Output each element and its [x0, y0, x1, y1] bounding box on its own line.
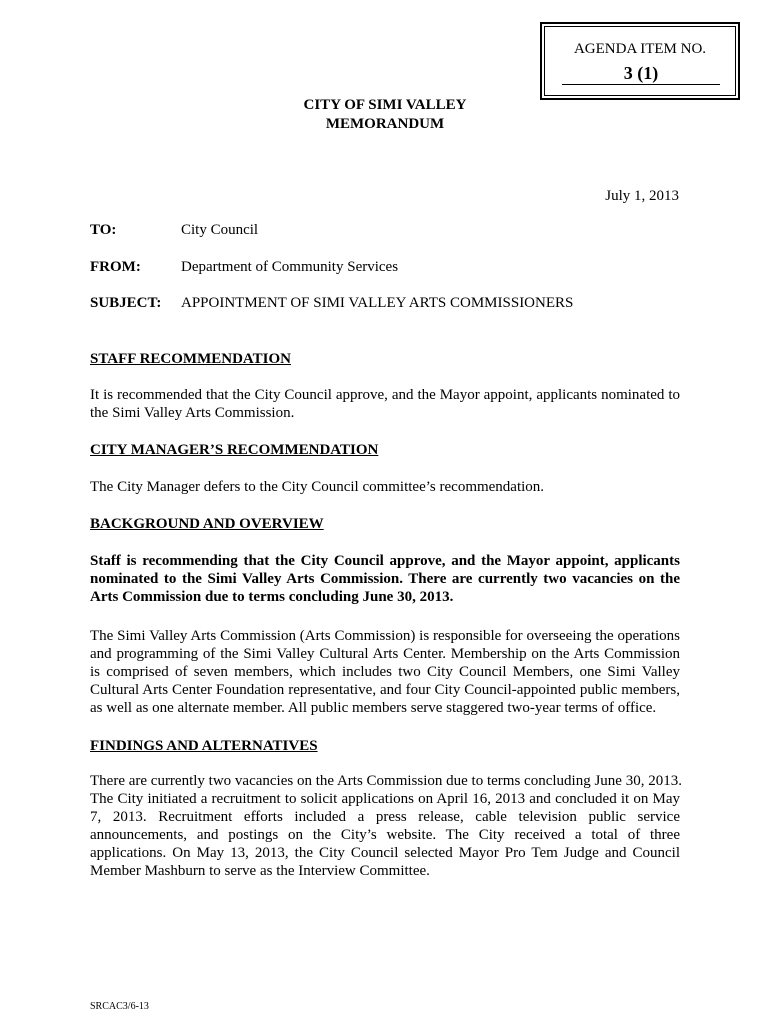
staff-recommendation-paragraph [90, 386, 680, 422]
memo-date: July 1, 2013 [605, 188, 679, 204]
document-code-footer: SRCAC3/6-13 [90, 1001, 149, 1012]
paragraph-line: There are currently two vacancies on the Arts Commission due to terms concluding June 30, 2013. [90, 773, 682, 789]
background-detail-paragraph [90, 627, 680, 717]
agenda-item-number: 3 (1) [562, 64, 720, 85]
city-manager-recommendation-paragraph [90, 478, 680, 496]
findings-paragraph [90, 772, 680, 880]
subject-value: APPOINTMENT OF SIMI VALLEY ARTS COMMISSIONERS [181, 295, 574, 311]
paragraph-line: Staff is recommending that the City Council approve, and the Mayor appoint, applicants [90, 553, 680, 569]
paragraph-line: Member Mashburn to serve as the Interview Committee. [90, 863, 430, 879]
paragraph-line: The City Manager defers to the City Council committee’s recommendation. [90, 479, 545, 495]
paragraph-line: 7, 2013. Recruitment efforts included a press release, cable television public service [90, 809, 680, 825]
agenda-item-label: AGENDA ITEM NO. [573, 41, 707, 57]
paragraph-line: announcements, and postings on the City’s website. The City received a total of three [90, 827, 680, 843]
paragraph-line: Cultural Arts Center Foundation representative, and four City Council-appointed public members, [90, 682, 680, 698]
city-manager-recommendation-heading: CITY MANAGER’S RECOMMENDATION [90, 442, 379, 458]
paragraph-line: applications. On May 13, 2013, the City Council selected Mayor Pro Tem Judge and Council [90, 845, 680, 861]
paragraph-line: It is recommended that the City Council approve, and the Mayor appoint, applicants nominated to [90, 387, 680, 403]
memorandum-heading: MEMORANDUM [325, 116, 445, 132]
subject-label: SUBJECT: [90, 295, 162, 311]
paragraph-line: The Simi Valley Arts Commission (Arts Commission) is responsible for overseeing the operations [90, 628, 680, 644]
to-label: TO: [90, 222, 117, 238]
staff-recommendation-heading: STAFF RECOMMENDATION [90, 351, 291, 367]
from-label: FROM: [90, 259, 141, 275]
paragraph-line: The City initiated a recruitment to solicit applications on April 16, 2013 and concluded it on May [90, 791, 680, 807]
background-overview-heading: BACKGROUND AND OVERVIEW [90, 516, 324, 532]
background-summary-paragraph [90, 552, 680, 606]
to-value: City Council [181, 222, 259, 238]
findings-alternatives-heading: FINDINGS AND ALTERNATIVES [90, 738, 318, 754]
paragraph-line: the Simi Valley Arts Commission. [90, 405, 295, 421]
paragraph-line: as well as one alternate member. All public members serve staggered two-year terms of office. [90, 700, 657, 716]
paragraph-line: and programming of the Simi Valley Cultural Arts Center. Membership on the Arts Commission [90, 646, 680, 662]
paragraph-line: nominated to the Simi Valley Arts Commission. There are currently two vacancies on the [90, 571, 680, 587]
from-value: Department of Community Services [181, 259, 399, 275]
city-name-heading: CITY OF SIMI VALLEY [303, 97, 467, 113]
paragraph-line: Arts Commission due to terms concluding June 30, 2013. [90, 589, 454, 605]
paragraph-line: is comprised of seven members, which includes two City Council Members, one Simi Valley [90, 664, 680, 680]
agenda-item-box [540, 22, 740, 100]
